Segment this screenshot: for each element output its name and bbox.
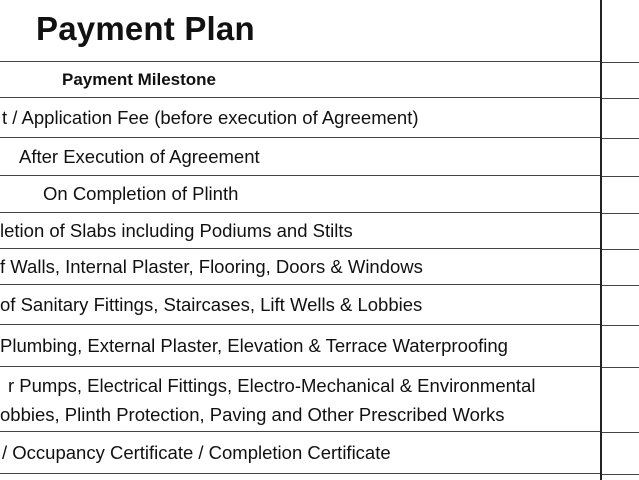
amount-cell <box>602 325 639 368</box>
amount-cell <box>602 138 639 177</box>
milestone-cell: f Walls, Internal Plaster, Flooring, Doors & Windows <box>0 255 423 277</box>
table-row <box>0 325 600 367</box>
amount-cell <box>602 432 639 475</box>
table-title: Payment Plan <box>36 10 255 47</box>
table-row <box>0 367 600 432</box>
milestone-cell: / Occupancy Certificate / Completion Certificate <box>2 441 391 463</box>
amount-cell <box>602 285 639 326</box>
milestone-line-2: obbies, Plinth Protection, Paving and Other Prescribed Works <box>0 404 505 425</box>
milestone-cell: of Sanitary Fittings, Staircases, Lift Wells & Lobbies <box>0 293 423 315</box>
milestone-cell: letion of Slabs including Podiums and Stilts <box>0 219 353 241</box>
milestone-cell <box>0 367 535 429</box>
table-row <box>0 213 600 249</box>
milestone-header: Payment Milestone <box>62 69 216 89</box>
amount-cell <box>602 213 639 250</box>
amount-cell <box>602 98 639 139</box>
table-row <box>0 176 600 213</box>
milestone-cell: On Completion of Plinth <box>43 183 239 204</box>
milestone-cell: t / Application Fee (before execution of Agreement) <box>2 106 419 128</box>
table-row <box>0 98 600 138</box>
table-row <box>0 138 600 176</box>
milestone-cell: Plumbing, External Plaster, Elevation & Terrace Waterproofing <box>0 334 508 356</box>
title-row <box>0 0 600 62</box>
amount-cell <box>602 249 639 286</box>
title-row-right-cell <box>602 0 639 63</box>
milestone-line-1: r Pumps, Electrical Fittings, Electro-Mechanical & Environmental <box>8 375 536 396</box>
header-right-cell <box>602 62 639 99</box>
header-row <box>0 62 600 98</box>
table-row <box>0 432 600 474</box>
amount-cell <box>602 367 639 433</box>
table-row <box>0 285 600 325</box>
milestone-cell: After Execution of Agreement <box>19 145 260 167</box>
amount-cell <box>602 176 639 214</box>
table-row <box>0 249 600 285</box>
